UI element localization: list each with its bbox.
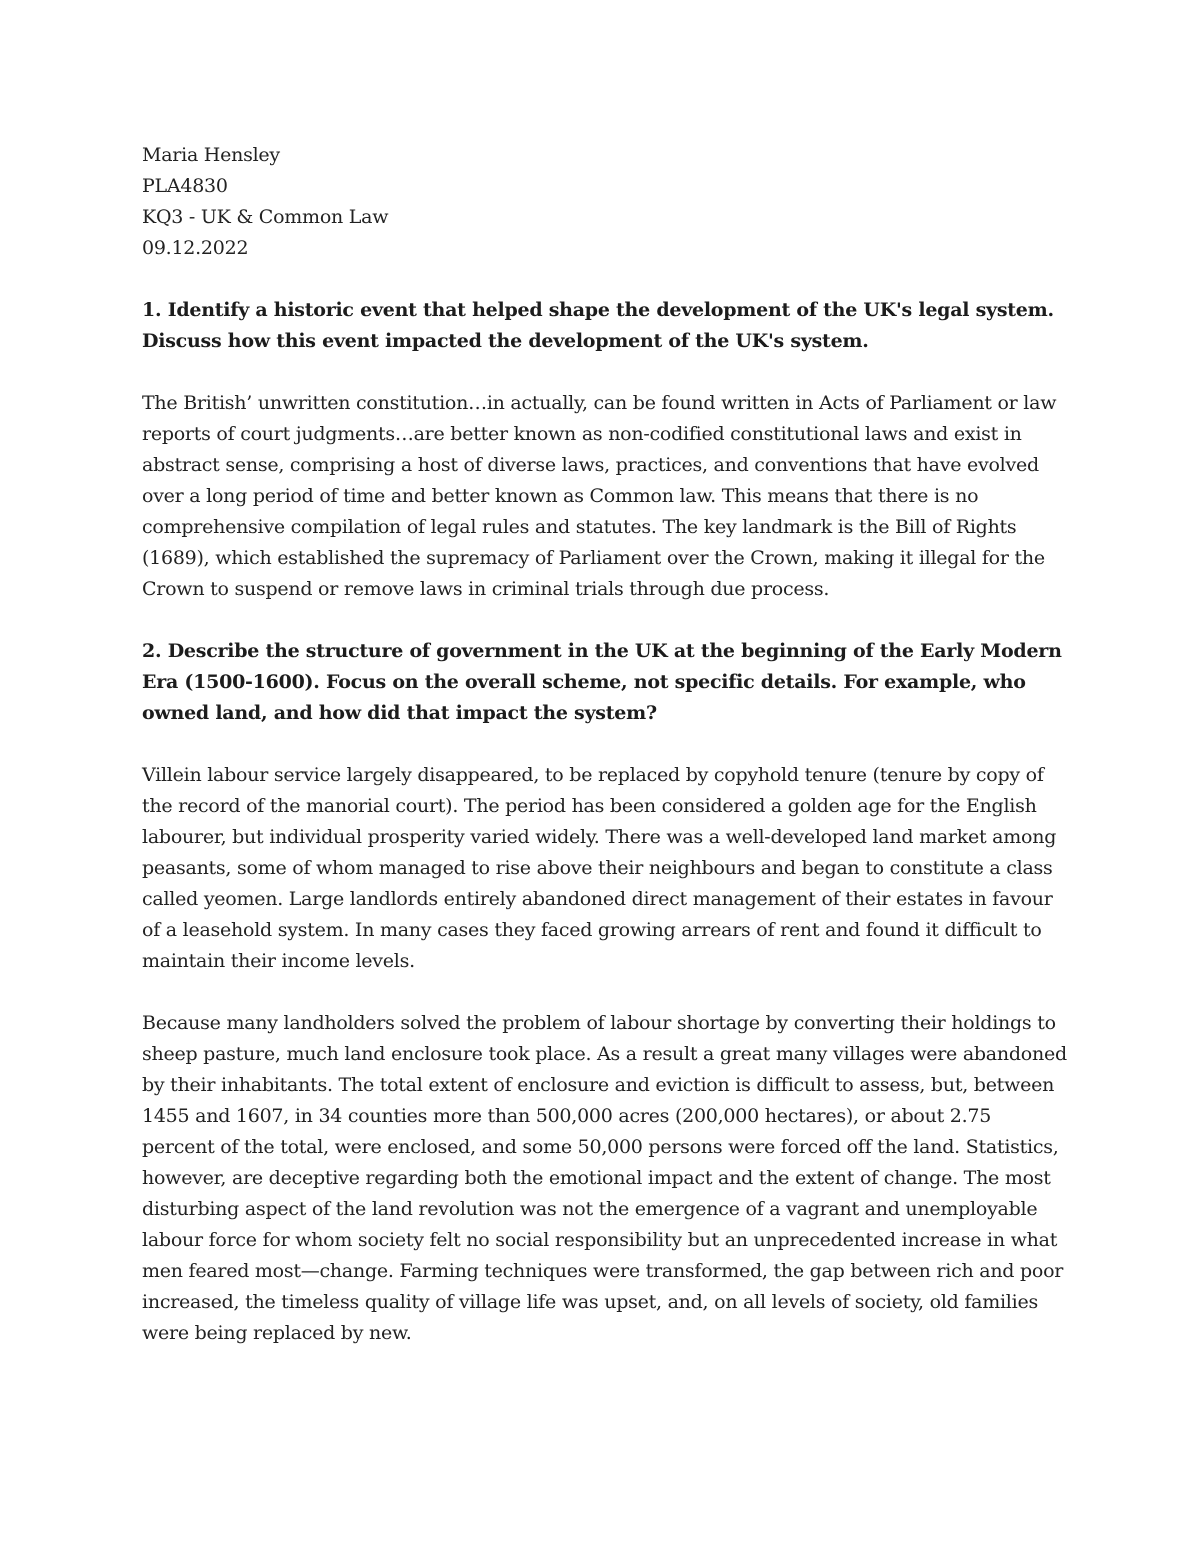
question-1: 1. Identify a historic event that helped shape the development of the UK's legal system. Discuss how this event impacted the development of the UK's system. bbox=[142, 299, 1054, 352]
document-body bbox=[142, 140, 1067, 1380]
author-name: Maria Hensley bbox=[142, 144, 280, 166]
answer-2-paragraph-1: Villein labour service largely disappeared, to be replaced by copyhold tenure (tenure by copy of the record of the manorial court). The period has been considered a golden age for the English labourer, but individual prosperity varied widely. There was a well-developed land market among peasants, some of whom managed to rise above their neighbours and began to constitute a class called yeomen. Large landlords entirely abandoned direct management of their estates in favour of a leasehold system. In many cases they faced growing arrears of rent and found it difficult to maintain their income levels. bbox=[142, 764, 1057, 972]
answer-1-paragraph-1: The British’ unwritten constitution…in actually, can be found written in Acts of Parliament or law reports of court judgments…are better known as non-codified constitutional laws and exist in abstract sense, comprising a host of diverse laws, practices, and conventions that have evolved over a long period of time and better known as Common law. This means that there is no comprehensive compilation of legal rules and statutes. The key landmark is the Bill of Rights (1689), which established the supremacy of Parliament over the Crown, making it illegal for the Crown to suspend or remove laws in criminal trials through due process. bbox=[142, 392, 1057, 600]
question-2: 2. Describe the structure of government in the UK at the beginning of the Early Modern Era (1500-1600). Focus on the overall scheme, not specific details. For example, who owned land, and how did that impact the system? bbox=[142, 640, 1062, 724]
assignment-title: KQ3 - UK & Common Law bbox=[142, 206, 389, 228]
answer-2-paragraph-2: Because many landholders solved the problem of labour shortage by converting their holdings to sheep pasture, much land enclosure took place. As a result a great many villages were abandoned by their inhabitants. The total extent of enclosure and eviction is difficult to assess, but, between 1455 and 1607, in 34 counties more than 500,000 acres (200,000 hectares), or about 2.75 percent of the total, were enclosed, and some 50,000 persons were forced off the land. Statistics, however, are deceptive regarding both the emotional impact and the extent of change. The most disturbing aspect of the land revolution was not the emergence of a vagrant and unemployable labour force for whom society felt no social responsibility but an unprecedented increase in what men feared most—change. Farming techniques were transformed, the gap between rich and poor increased, the timeless quality of village life was upset, and, on all levels of society, old families were being replaced by new. bbox=[142, 1012, 1067, 1344]
submission-date: 09.12.2022 bbox=[142, 237, 249, 259]
course-code: PLA4830 bbox=[142, 175, 228, 197]
document-header bbox=[142, 140, 1067, 264]
